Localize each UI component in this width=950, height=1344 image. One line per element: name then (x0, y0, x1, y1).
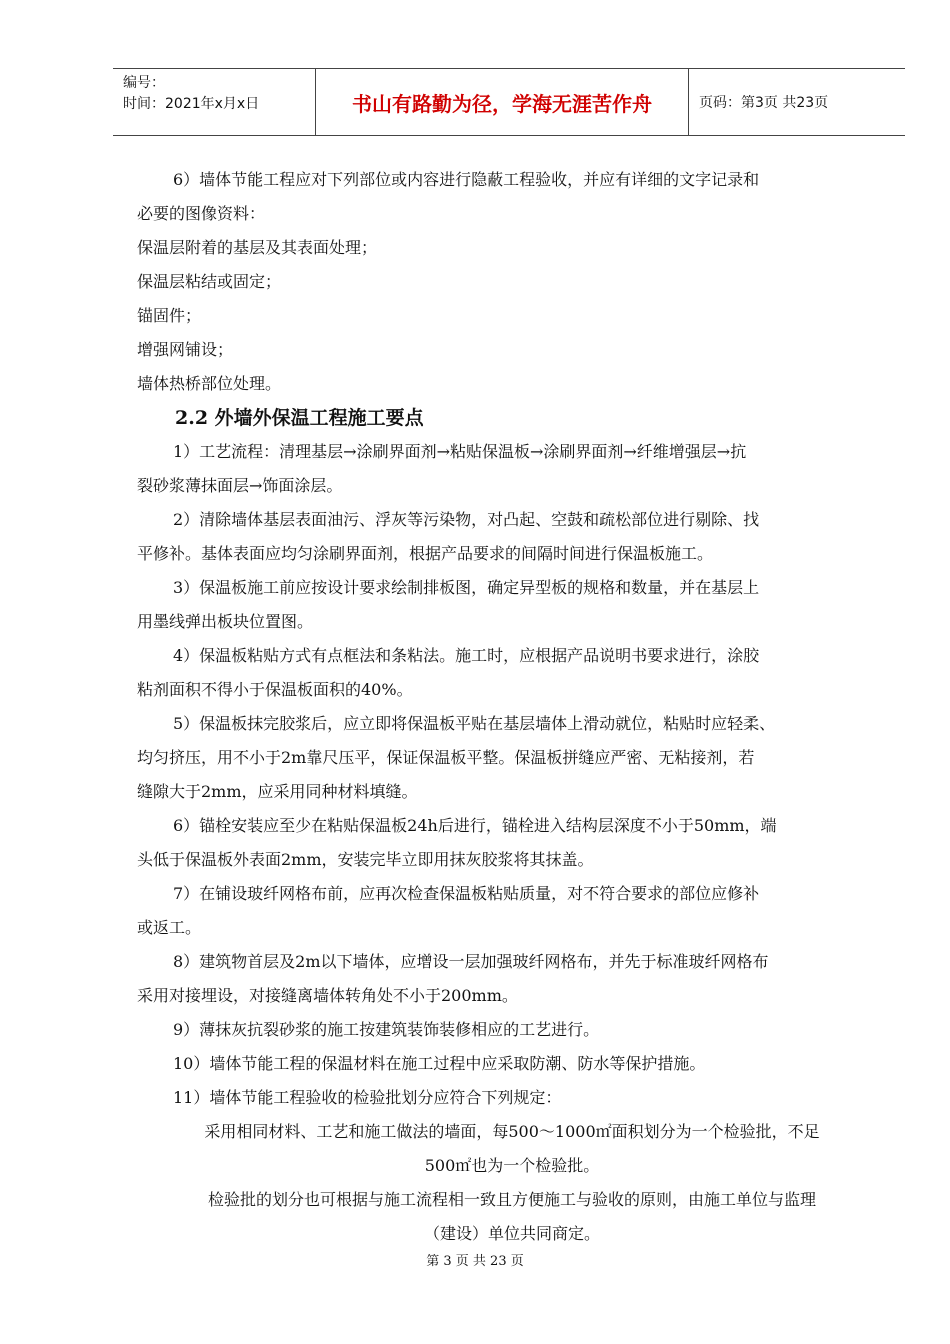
text-line: 墙体热桥部位处理。 (137, 374, 282, 393)
text-line: 8）建筑物首层及2m以下墙体，应增设一层加强玻纤网格布，并先于标准玻纤网格布 (173, 952, 769, 971)
text-line: 或返工。 (137, 918, 202, 937)
text-line: 9）薄抹灰抗裂砂浆的施工按建筑装饰装修相应的工艺进行。 (173, 1020, 600, 1039)
text-line: 10）墙体节能工程的保温材料在施工过程中应采取防潮、防水等保护措施。 (173, 1054, 706, 1073)
text-line: 3）保温板施工前应按设计要求绘制排板图，确定异型板的规格和数量，并在基层上 (173, 578, 760, 597)
text-line: 头低于保温板外表面2mm，安装完毕立即用抹灰胶浆将其抹盖。 (137, 850, 594, 869)
text-line: 6）锚栓安装应至少在粘贴保温板24h后进行，锚栓进入结构层深度不小于50mm，端 (173, 816, 777, 835)
document-number-label: 编号： (123, 75, 165, 91)
text-line: 增强网铺设； (137, 340, 234, 359)
text-line: 1）工艺流程：清理基层→涂刷界面剂→粘贴保温板→涂刷界面剂→纤维增强层→抗 (173, 442, 747, 461)
text-line: 粘剂面积不得小于保温板面积的40%。 (137, 680, 413, 699)
text-line: 5）保温板抹完胶浆后，应立即将保温板平贴在基层墙体上滑动就位，粘贴时应轻柔、 (173, 714, 776, 733)
header-meta (113, 69, 315, 135)
text-line: 2）清除墙体基层表面油污、浮灰等污染物，对凸起、空鼓和疏松部位进行剔除、找 (173, 510, 760, 529)
text-line: 500㎡也为一个检验批。 (424, 1156, 600, 1175)
text-line: 均匀挤压，用不小于2m靠尺压平，保证保温板平整。保温板拼缝应严密、无粘接剂，若 (137, 748, 755, 767)
header-page-info: 页码：第3页 共23页 (699, 95, 829, 111)
text-line: 保温层附着的基层及其表面处理； (137, 238, 378, 257)
text-line: 11）墙体节能工程验收的检验批划分应符合下列规定： (173, 1088, 562, 1107)
text-line: 必要的图像资料： (137, 204, 266, 223)
document-body (137, 163, 887, 1251)
text-line: 用墨线弹出板块位置图。 (137, 612, 314, 631)
text-line: 采用对接埋设，对接缝离墙体转角处不小于200mm。 (137, 986, 518, 1005)
text-line: 6）墙体节能工程应对下列部位或内容进行隐蔽工程验收，并应有详细的文字记录和 (173, 170, 760, 189)
text-line: 平修补。基体表面应均匀涂刷界面剂，根据产品要求的间隔时间进行保温板施工。 (137, 544, 714, 563)
text-line: 4）保温板粘贴方式有点框法和条粘法。施工时，应根据产品说明书要求进行，涂胶 (173, 646, 760, 665)
document-time-label: 时间：2021年x月x日 (123, 96, 260, 112)
text-line: 锚固件； (137, 306, 202, 325)
page-footer: 第 3 页 共 23 页 (426, 1254, 524, 1269)
text-line: （建设）单位共同商定。 (423, 1224, 600, 1243)
text-line: 缝隙大于2mm，应采用同种材料填缝。 (137, 782, 418, 801)
text-line: 保温层粘结或固定； (137, 272, 282, 291)
text-line: 检验批的划分也可根据与施工流程相一致且方便施工与验收的原则，由施工单位与监理 (207, 1190, 816, 1209)
header-motto: 书山有路勤为径，学海无涯苦作舟 (315, 69, 689, 135)
text-line: 采用相同材料、工艺和施工做法的墙面，每500～1000㎡面积划分为一个检验批，不足 (204, 1122, 820, 1141)
page-header (113, 68, 905, 136)
text-line: 裂砂浆薄抹面层→饰面涂层。 (137, 476, 343, 495)
text-line: 7）在铺设玻纤网格布前，应再次检查保温板粘贴质量，对不符合要求的部位应修补 (173, 884, 760, 903)
section-heading: 2.2 外墙外保温工程施工要点 (175, 407, 424, 429)
